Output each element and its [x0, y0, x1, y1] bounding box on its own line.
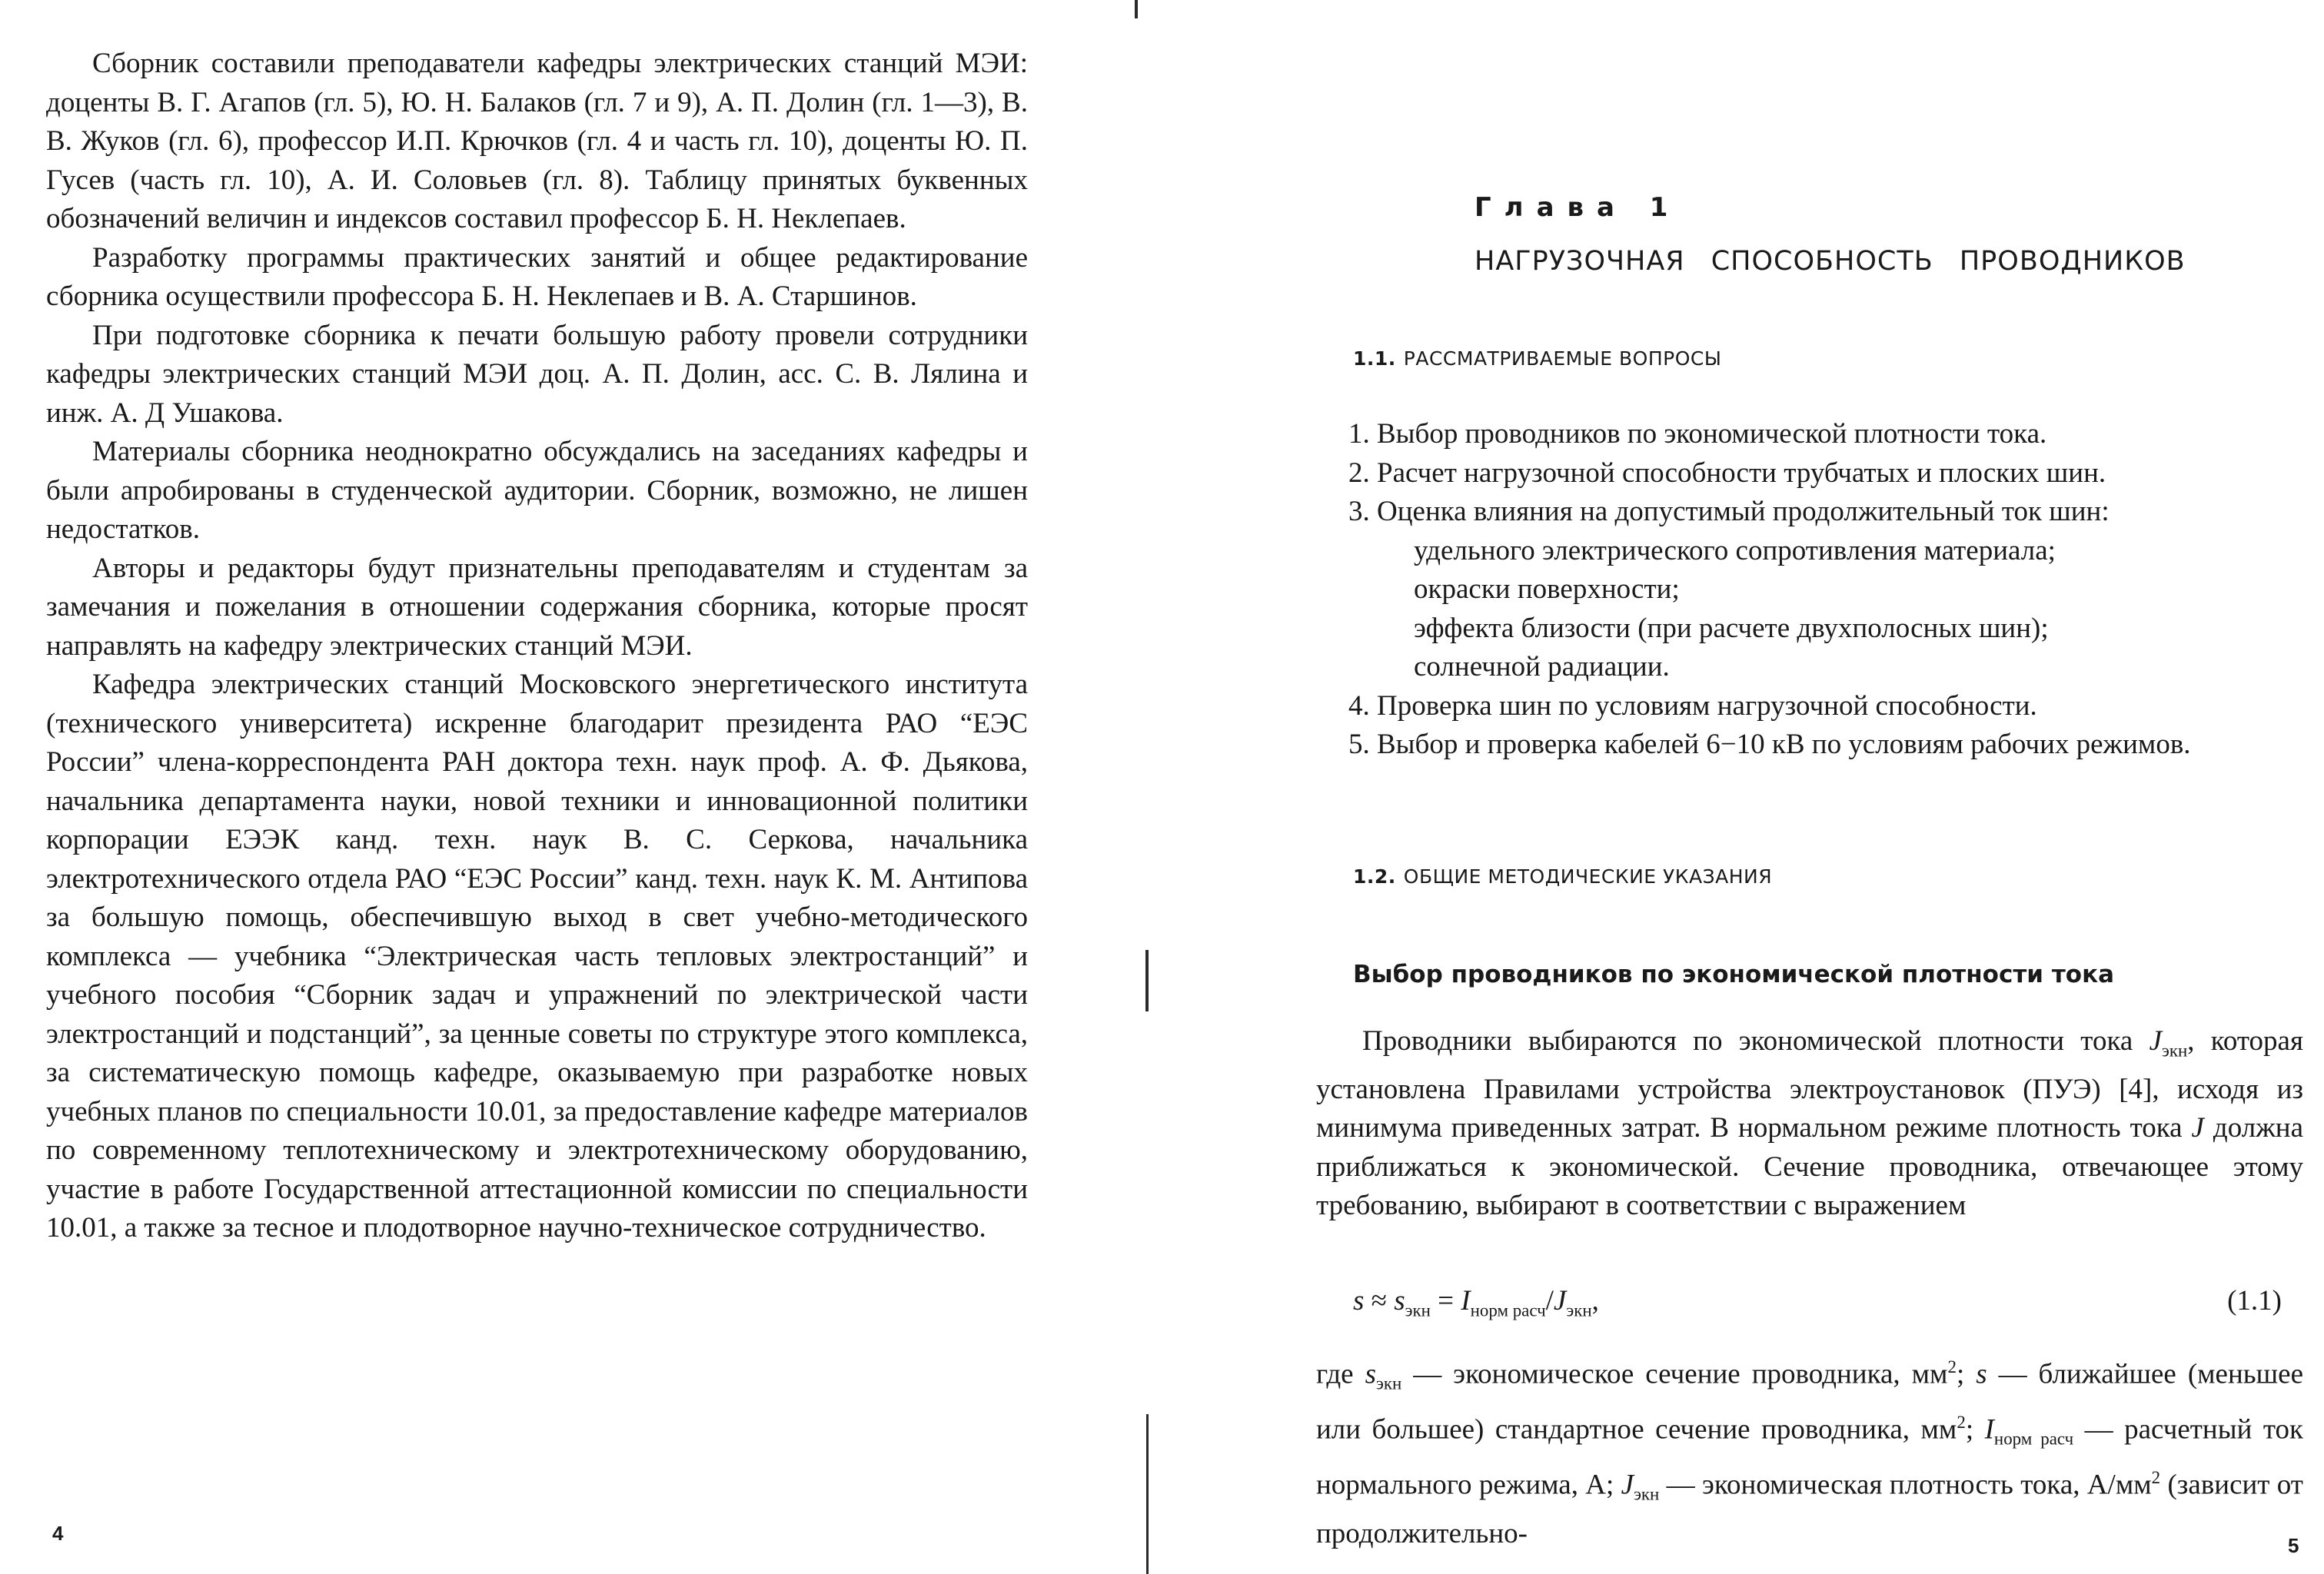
list-sub-item: эффекта близости (при расчете двухполосных шин);	[1414, 612, 2049, 644]
section-heading	[1353, 347, 1721, 370]
chapter-title: НАГРУЗОЧНАЯ СПОСОБНОСТЬ ПРОВОДНИКОВ	[1475, 246, 2186, 277]
section-title: РАССМАТРИВАЕМЫЕ ВОПРОСЫ	[1403, 347, 1722, 370]
paragraph: Материалы сборника неоднократно обсуждались на заседаниях кафедры и были апробированы в студенческой аудитории. Сборник, возможно, не лишен недостатков.	[46, 436, 1028, 545]
binding-mark	[1145, 950, 1149, 1011]
page-number-left: 4	[52, 1522, 64, 1545]
list-item: 1. Выбор проводников по экономической плотности тока.	[1348, 418, 2047, 450]
paragraph: При подготовке сборника к печати большую работу провели сотрудники кафедры электрических станций МЭИ доц. А. П. Долин, асс. С. В. Лялина и инж. А. Д Ушакова.	[46, 319, 1028, 429]
list-item: 5. Выбор и проверка кабелей 6−10 кВ по условиям рабочих режимов.	[1348, 729, 2191, 760]
list-item: 3. Оценка влияния на допустимый продолжительный ток шин:	[1348, 496, 2110, 527]
list-sub-item: удельного электрического сопротивления материала;	[1414, 534, 2056, 566]
list-item: 2. Расчет нагрузочной способности трубчатых и плоских шин.	[1348, 457, 2106, 489]
section-title: ОБЩИЕ МЕТОДИЧЕСКИЕ УКАЗАНИЯ	[1403, 865, 1773, 888]
paragraph: Разработку программы практических занятий и общее редактирование сборника осуществили профессора Б. Н. Неклепаев и В. А. Старшинов.	[46, 241, 1028, 312]
left-page-text	[46, 45, 1028, 1248]
section-heading	[1353, 865, 1772, 888]
subsection-heading: Выбор проводников по экономической плотности тока	[1353, 961, 2115, 988]
section-number: 1.2.	[1353, 865, 1396, 888]
formula-1-1: $s \approx s_{экн} = I_{норм расч}/J_{экн}$, (1.1)	[1353, 1282, 2282, 1330]
binding-mark	[1135, 0, 1138, 18]
right-page	[1162, 0, 2324, 1574]
left-page	[0, 0, 1153, 1574]
chapter-label: Глава 1	[1475, 192, 1681, 223]
page-number-right: 5	[2288, 1534, 2299, 1557]
paragraph: Кафедра электрических станций Московского энергетического института (технического университета) искренне благодарит президента РАО “ЕЭС России” члена-корреспондента РАН доктора техн. наук проф. А. Ф. Дьякова, начальника департамента науки, новой техники и инновационной политики корпорации ЕЭЭК канд. техн. наук В. С. Серкова, начальника электротехнического отдела РАО “ЕЭС России” канд. техн. наук К. М. Антипова за большую помощь, обеспечившую выход в свет учебно-методического комплекса — учебника “Электрическая часть тепловых электростанций” и учебного пособия “Сборник задач и упражнений по электрической части электростанций и подстанций”, за ценные советы по структуре этого комплекса, за систематическую помощь кафедре, оказываемую при разработке новых учебных планов по специальности 10.01, за предоставление кафедре материалов по современному теплотехническому и электротехническому оборудованию, участие в работе Государственной аттестационной комиссии по специальности 10.01, а также за тесное и плодотворное научно-техническое сотрудничество.	[46, 669, 1028, 1244]
body-paragraph: где $s_{экн}$ — экономическое сечение проводника, $мм^2$; s — ближайшее (меньшее или большее) стандартное сечение проводника, $мм^2$; $I_{норм расч}$ — расчетный ток нормального режима, А; $J_{экн}$ — экономическая плотность тока, $А/мм^2$ (зависит от продолжительно-	[1316, 1357, 2304, 1549]
formula-number: (1.1)	[2227, 1285, 2282, 1317]
list-sub-item: окраски поверхности;	[1414, 573, 1680, 605]
paragraph: Авторы и редакторы будут признательны преподавателям и студентам за замечания и пожелания в отношении содержания сборника, которые просят направлять на кафедру электрических станций МЭИ.	[46, 552, 1028, 662]
list-item: 4. Проверка шин по условиям нагрузочной способности.	[1348, 689, 2037, 722]
body-paragraph: Проводники выбираются по экономической плотности тока $J_{экн}$, которая установлена Правилами устройства электроустановок (ПУЭ) [4], исходя из минимума приведенных затрат. В нормальном режиме плотность тока J должна приближаться к экономической. Сечение проводника, отвечающее этому требованию, выбирают в соответствии с выражением	[1316, 1025, 2303, 1222]
section-number: 1.1.	[1353, 347, 1396, 370]
topics-list	[1316, 415, 2303, 765]
paragraph: Сборник составили преподаватели кафедры электрических станций МЭИ: доценты В. Г. Агапов (гл. 5), Ю. Н. Балаков (гл. 7 и 9), А. П. Долин (гл. 1—3), В. В. Жуков (гл. 6), профессор И.П. Крючков (гл. 4 и часть гл. 10), доценты Ю. П. Гусев (часть гл. 10), А. И. Соловьев (гл. 8). Таблицу принятых буквенных обозначений величин и индексов составил профессор Б. Н. Неклепаев.	[46, 48, 1028, 234]
list-sub-item: солнечной радиации.	[1414, 651, 1670, 682]
binding-mark	[1146, 1414, 1149, 1574]
